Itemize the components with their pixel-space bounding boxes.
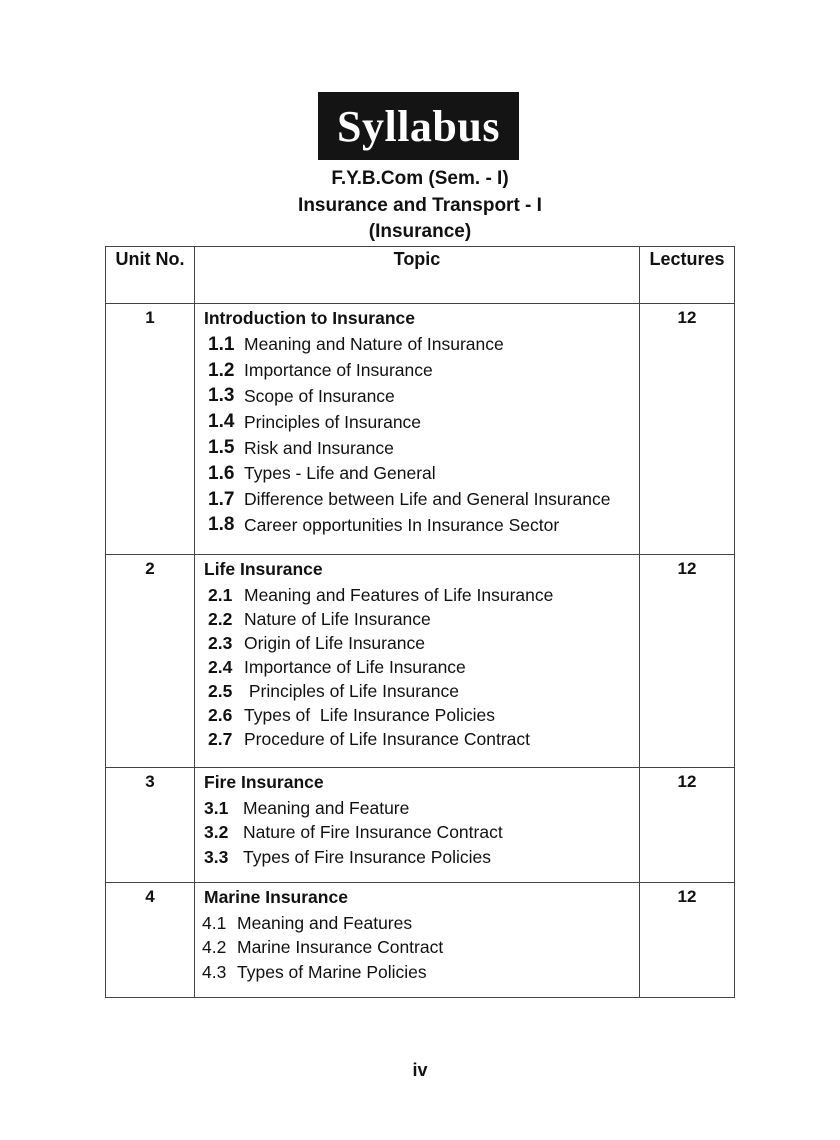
lectures-count: 12 <box>640 555 735 768</box>
item-text: Origin of Life Insurance <box>244 632 425 653</box>
list-item <box>204 845 639 870</box>
item-number: 1.4 <box>208 411 235 433</box>
column-header-unit: Unit No. <box>106 247 195 304</box>
table-row <box>106 883 735 998</box>
topic-cell <box>195 304 640 555</box>
item-number: 2.2 <box>208 608 233 629</box>
course-heading: F.Y.B.Com (Sem. - I) <box>331 168 509 189</box>
list-item <box>204 631 639 655</box>
list-item <box>204 384 639 410</box>
item-text: Career opportunities In Insurance Sector <box>244 514 560 535</box>
banner-title: Syllabus <box>337 101 500 151</box>
unit-title: Introduction to Insurance <box>204 308 415 328</box>
unit-number: 3 <box>106 768 195 883</box>
item-text: Principles of Life Insurance <box>244 680 459 701</box>
item-number: 1.3 <box>208 385 235 407</box>
topic-cell <box>195 883 640 998</box>
list-item <box>204 796 639 821</box>
item-text: Meaning and Feature <box>243 797 410 818</box>
item-text: Importance of Insurance <box>244 360 433 381</box>
unit-number: 1 <box>106 304 195 555</box>
list-item <box>204 358 639 384</box>
item-number: 2.1 <box>208 584 233 605</box>
item-number: 1.1 <box>208 333 235 355</box>
lectures-count: 12 <box>640 304 735 555</box>
list-item <box>204 435 639 461</box>
list-item <box>204 911 639 936</box>
unit-title: Marine Insurance <box>204 887 348 907</box>
item-number: 1.6 <box>208 462 235 484</box>
subject-heading: Insurance and Transport - I <box>298 195 542 216</box>
item-text: Nature of Life Insurance <box>244 608 431 629</box>
page-number: iv <box>412 1060 428 1080</box>
list-item <box>204 936 639 961</box>
item-number: 1.7 <box>208 488 235 510</box>
item-text: Scope of Insurance <box>244 385 395 406</box>
item-text: Nature of Fire Insurance Contract <box>243 822 503 843</box>
unit-number: 2 <box>106 555 195 768</box>
item-number: 2.5 <box>208 680 233 701</box>
item-text: Meaning and Features <box>237 912 413 933</box>
item-text: Types - Life and General <box>244 463 436 484</box>
item-number: 4.2 <box>202 937 227 958</box>
item-text: Importance of Life Insurance <box>244 656 466 677</box>
lectures-count: 12 <box>640 768 735 883</box>
item-text: Types of Life Insurance Policies <box>244 704 495 725</box>
table-row <box>106 555 735 768</box>
item-text: Types of Fire Insurance Policies <box>243 846 492 867</box>
unit-title: Life Insurance <box>204 559 323 579</box>
item-number: 4.1 <box>202 912 227 933</box>
topic-cell <box>195 555 640 768</box>
item-number: 2.4 <box>208 656 233 677</box>
list-item <box>204 461 639 487</box>
item-text: Marine Insurance Contract <box>237 937 444 958</box>
item-text: Risk and Insurance <box>244 437 394 458</box>
item-number: 3.3 <box>204 846 229 867</box>
list-item <box>204 513 639 539</box>
table-header-row <box>106 247 735 304</box>
list-item <box>204 679 639 703</box>
list-item <box>204 821 639 846</box>
item-number: 4.3 <box>202 961 227 982</box>
list-item <box>204 727 639 751</box>
syllabus-table <box>105 246 735 998</box>
table-row <box>106 304 735 555</box>
item-number: 2.6 <box>208 704 233 725</box>
item-number: 3.2 <box>204 822 229 843</box>
item-number: 1.5 <box>208 437 235 459</box>
item-number: 1.2 <box>208 359 235 381</box>
item-number: 1.8 <box>208 514 235 536</box>
item-number: 2.3 <box>208 632 233 653</box>
item-text: Procedure of Life Insurance Contract <box>244 728 530 749</box>
part-heading: (Insurance) <box>368 221 472 242</box>
item-text: Meaning and Features of Life Insurance <box>244 584 554 605</box>
item-number: 3.1 <box>204 797 229 818</box>
list-item <box>204 960 639 985</box>
unit-number: 4 <box>106 883 195 998</box>
syllabus-banner <box>318 92 519 160</box>
list-item <box>204 655 639 679</box>
table-row <box>106 768 735 883</box>
list-item <box>204 703 639 727</box>
unit-title: Fire Insurance <box>204 772 324 792</box>
item-text: Meaning and Nature of Insurance <box>244 334 504 355</box>
list-item <box>204 409 639 435</box>
lectures-count: 12 <box>640 883 735 998</box>
column-header-topic: Topic <box>195 247 640 304</box>
list-item <box>204 607 639 631</box>
column-header-lectures: Lectures <box>640 247 735 304</box>
item-text: Types of Marine Policies <box>237 961 427 982</box>
list-item <box>204 487 639 513</box>
list-item <box>204 583 639 607</box>
topic-cell <box>195 768 640 883</box>
item-text: Principles of Insurance <box>244 411 422 432</box>
list-item <box>204 332 639 358</box>
item-text: Difference between Life and General Insurance <box>244 489 611 510</box>
item-number: 2.7 <box>208 728 233 749</box>
